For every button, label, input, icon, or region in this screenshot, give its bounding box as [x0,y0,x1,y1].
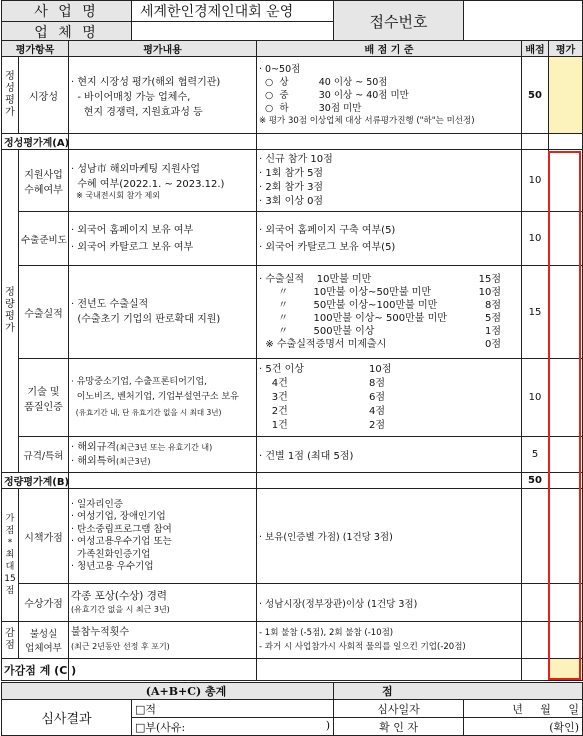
support-label: 지원사업 수혜여부 [19,150,69,212]
export-ready-points: 10 [522,212,549,266]
result-option-fail[interactable] [132,718,334,736]
export-ready-content [69,212,257,266]
content-line: · 탄소중립프로그램 참여 [71,523,172,535]
market-score[interactable] [549,57,583,134]
support-content [69,150,257,212]
total-unit: 점 [334,683,583,700]
criteria-note: ※ 평가 30점 이상업체 대상 서류평가진행 ("하"는 미선정) [259,115,475,126]
content-note: (최근3년) [116,456,151,466]
standard-score[interactable] [549,437,583,473]
receipt-value[interactable] [464,1,583,43]
col-points: 배점 [522,41,549,57]
criteria-line: 〃 50만불 이상~100만불 미만 8점 [259,300,502,311]
content-line: · 전년도 수출실적 [71,299,149,310]
support-score[interactable] [549,150,583,212]
standard-points: 5 [522,437,549,473]
date-value[interactable]: 년 월 일 [464,700,583,718]
company-label: 업 체 명 [2,22,132,43]
content-line: 이노비즈, 벤처기업, 기업부설연구소 보유 [71,392,239,402]
receipt-label: 접수번호 [334,1,464,43]
policy-score[interactable] [549,489,583,584]
content-line: 각종 포상(수상) 경력 [71,589,168,602]
criteria-line: · 1회 참가 5점 [259,167,324,179]
bonus-total-score[interactable] [549,659,583,681]
row-export-perf [2,266,583,359]
content-note: (최근3년 또는 유효기간 내) [116,442,213,452]
market-label: 시장성 [19,57,69,134]
content-note: (유효기간 내, 단 유효기간 없을 시 최대 3년) [71,408,222,417]
content-line: 가족친화인증기업 [71,548,151,560]
tech-label: 기술 및 품질인증 [19,359,69,437]
date-label: 심사일자 [334,700,464,718]
header-table [1,0,583,43]
export-perf-content [69,266,257,359]
export-perf-label: 수출실적 [19,266,69,359]
row-export-ready [2,212,583,266]
award-score[interactable] [549,584,583,622]
quantitative-group-label: 정 량 평 가 [2,150,19,473]
penalty-score[interactable] [549,622,583,659]
market-content [69,57,257,134]
export-ready-label: 수출준비도 [19,212,69,266]
criteria-line: · 외국어 홈페이지 구축 여부(5) [259,224,396,236]
row-policy [2,489,583,584]
criteria-line: 2건 4점 [259,405,386,417]
biz-name-label: 사 업 명 [2,1,132,22]
row-penalty [2,622,583,659]
content-line: · 해외특허 [71,455,117,467]
penalty-label: 불성실 업체여부 [19,622,69,659]
footer-table [1,682,583,736]
confirm-label: 확 인 자 [334,718,464,736]
content-line: (수출초기 기업의 판로확대 지원) [71,314,221,325]
col-content: 평가내용 [69,41,257,57]
market-content-line: - 바이어매칭 가능 업체수, [71,91,191,103]
qualitative-subtotal-label: 정성평가계(A) [2,134,69,150]
criteria-line: · 0~50점 [259,63,301,75]
row-award [2,584,583,622]
criteria-line: · 2회 참가 3점 [259,181,324,193]
standard-label: 규격/특허 [19,437,69,473]
content-line: · 외국어 카탈로그 보유 여부 [71,241,194,253]
market-criteria [257,57,522,134]
criteria-line: ○ 하 30점 미만 [259,102,362,114]
criteria-line: ○ 상 40 이상 ~ 50점 [259,76,388,88]
award-content [69,584,257,622]
row-bonus-total [2,659,583,681]
col-item: 평가항목 [2,41,69,57]
content-line: · 성남市 해외마케팅 지원사업 [71,164,200,175]
content-line: · 유망중소기업, 수출프론티어기업, [71,377,208,387]
criteria-table [1,40,583,681]
content-line: 수혜 여부(2022.1. ~ 2023.12.) [71,179,225,190]
policy-criteria: · 보유(인증별 가점) (1건당 3점) [257,489,522,584]
row-support [2,150,583,212]
content-note: (유효기간 없을 시 최근 3년) [71,604,170,614]
penalty-criteria [257,622,522,659]
column-header-row [2,41,583,57]
content-line: 불참누적횟수 [71,627,129,638]
export-perf-score[interactable] [549,266,583,359]
row-quantitative-subtotal [2,473,583,489]
quantitative-subtotal-points: 50 [522,473,549,489]
qualitative-subtotal-score[interactable] [549,134,583,150]
market-content-line: · 현지 시장성 평가(해외 협력기관) [71,76,221,88]
quantitative-subtotal-label: 정량평가계(B) [2,473,69,489]
result-label: 심사결과 [2,700,132,736]
fail-option-close: ) [325,718,331,732]
criteria-line: · 5건 이상 10점 [259,363,392,375]
col-score: 평가 [549,41,583,57]
biz-name-value: 세계한인경제인대회 운영 [132,1,334,22]
export-ready-criteria [257,212,522,266]
criteria-line: · 수출실적 10만불 미만 15점 [259,274,502,285]
criteria-line: 〃 10만불 이상~50만불 미만 10점 [259,287,502,298]
export-perf-points: 15 [522,266,549,359]
standard-criteria: · 건별 1점 (최대 5점) [257,437,522,473]
award-label: 수상가점 [19,584,69,622]
tech-score[interactable] [549,359,583,437]
row-tech [2,359,583,437]
content-line: · 일자리인증 [71,498,123,510]
criteria-line: · 신규 참가 10점 [259,153,333,165]
tech-content [69,359,257,437]
qualitative-group-label: 정 성 평 가 [2,57,19,134]
content-line: · 여성고용우수기업 또는 [71,536,172,547]
penalty-group-label: 감점 [2,622,19,659]
award-criteria: · 성남시장(정부장관)이상 (1건당 3점) [257,584,522,622]
policy-label: 시책가점 [19,489,69,584]
criteria-line: 〃 100만불 이상~ 500만불 미만 5점 [259,313,502,324]
standard-content [69,437,257,473]
row-market [2,57,583,134]
criteria-line: 3건 6점 [259,391,386,403]
tech-points: 10 [522,359,549,437]
support-criteria [257,150,522,212]
criteria-line: 〃 500만불 이상 1점 [259,326,502,337]
col-criteria: 배 점 기 준 [257,41,522,57]
bonus-group-label: 가점 * 최대 15점 [2,489,19,622]
content-note: (최근 2년동안 선정 후 포기) [71,642,170,651]
content-line: · 외국어 홈페이지 보유 여부 [71,224,194,236]
row-standard [2,437,583,473]
result-option-pass[interactable]: □적 [132,700,334,718]
criteria-line: · 외국어 카탈로그 보유 여부(5) [259,241,396,253]
criteria-line: ※ 수출실적증명서 미제출시 0점 [259,339,502,350]
export-perf-criteria [257,266,522,359]
row-qualitative-subtotal [2,134,583,150]
content-line: · 청년고용 우수기업 [71,561,154,572]
content-line: · 해외규격 [71,441,117,453]
support-points: 10 [522,150,549,212]
confirm-value[interactable]: (확인) [464,718,583,736]
total-label: (A+B+C) 총계 [2,683,334,700]
fail-option-text: □부(사유: [135,720,186,734]
quantitative-subtotal-score[interactable] [549,473,583,489]
content-note: ※ 국내전시회 참가 제외 [71,191,160,200]
content-line: · 여성기업, 장애인기업 [71,511,166,522]
criteria-line: · 3회 이상 0점 [259,195,324,207]
policy-content [69,489,257,584]
penalty-content [69,622,257,659]
tech-criteria [257,359,522,437]
criteria-line: ○ 중 30 이상 ~ 40점 미만 [259,89,409,101]
export-ready-score[interactable] [549,212,583,266]
market-points: 50 [522,57,549,134]
criteria-line: 4건 8점 [259,377,386,389]
criteria-line: - 과거 시 사업참가시 사회적 물의를 일으킨 기업(-20점) [259,642,466,652]
bonus-total-label: 가감점 계 (C ) [2,659,69,681]
market-content-line: 현지 경쟁력, 지원효과성 등 [71,106,203,118]
criteria-line: 1건 2점 [259,419,386,431]
criteria-line: - 1회 불참 (-5점), 2회 불참 (-10점) [259,628,394,638]
